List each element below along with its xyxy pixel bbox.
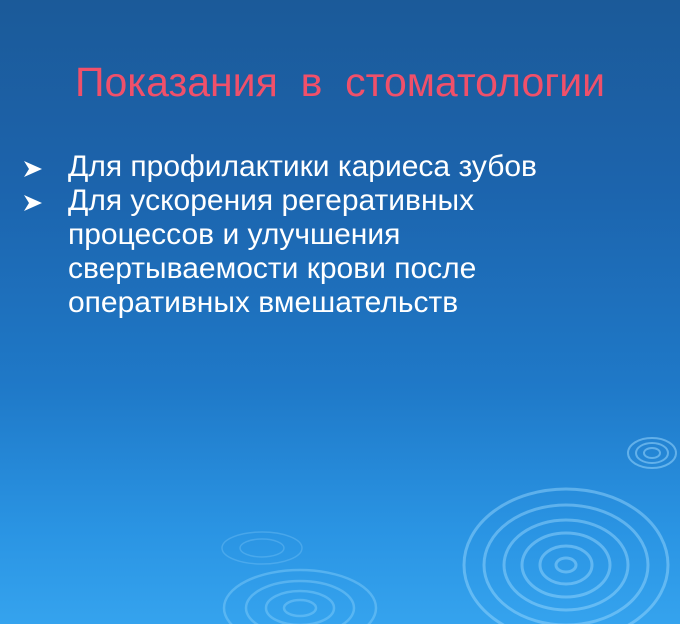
bullet-text-line: процессов и улучшения xyxy=(68,218,401,251)
bullet-text: Для профилактики кариеса зубов xyxy=(68,150,537,183)
bullet-item-regeneration xyxy=(22,184,622,320)
slide-title: Показания в стоматологии xyxy=(74,59,606,105)
bullet-text-line: оперативных вмешательств xyxy=(68,286,459,319)
bullet-text-line: свертываемости крови после xyxy=(68,252,477,285)
bullet-item-prevention xyxy=(22,150,622,184)
bullet-list xyxy=(22,150,622,320)
arrowhead-bullet-icon xyxy=(22,193,44,213)
arrowhead-bullet-icon xyxy=(22,159,44,179)
bullet-text-line: Для ускорения регеративных xyxy=(68,184,475,217)
